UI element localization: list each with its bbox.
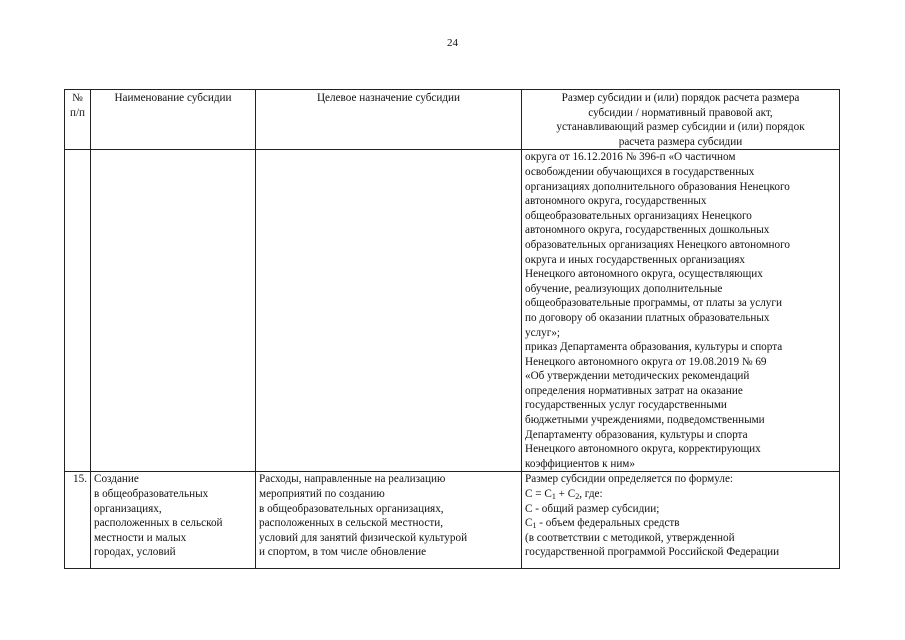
text-line: государственных услуг государственными	[525, 399, 727, 412]
formula-prefix: С = С	[525, 488, 552, 501]
text-line: (в соответствии с методикой, утвержденной	[525, 531, 735, 544]
c1-prefix: С	[525, 517, 533, 530]
text-line: определения нормативных затрат на оказание	[525, 384, 743, 397]
row15-purpose-lines	[259, 472, 518, 568]
text-line: Департаменту образования, культуры и спорта	[525, 428, 748, 441]
text-line: общеобразовательные программы, от платы за услуги	[525, 297, 782, 310]
formula-suffix: , где:	[579, 488, 603, 501]
text-line: Размер субсидии определяется по формуле:	[525, 473, 734, 486]
text-line: коэффициентов к ним»	[525, 457, 635, 470]
text-line: организациях дополнительного образования Ненецкого	[525, 180, 790, 193]
subscript: 2	[575, 492, 580, 502]
text-line: организациях,	[94, 502, 162, 515]
cell-number: 15.	[65, 472, 91, 569]
table-row-continuation	[65, 150, 840, 472]
cell-size	[522, 150, 840, 472]
header-line: Наименование субсидии	[114, 92, 232, 104]
formula-mid: + С	[555, 488, 576, 501]
header-purpose	[256, 90, 522, 150]
header-name	[91, 90, 256, 150]
text-line: Создание	[94, 473, 139, 486]
header-line: Целевое назначение субсидии	[316, 92, 461, 104]
text-line: местности и малых	[94, 531, 187, 544]
header-line: п/п	[69, 106, 86, 119]
table-header-row	[65, 90, 840, 150]
text-line: расположенных в сельской	[94, 517, 223, 530]
text-line: Ненецкого автономного округа от 19.08.2019 № 69	[525, 355, 767, 368]
text-line: условий для занятий физической культурой	[259, 531, 468, 544]
text-line: автономного округа, государственных дошкольных	[525, 224, 770, 237]
table-row-15	[65, 472, 840, 569]
page-number: 24	[447, 37, 458, 49]
header-line: №	[72, 92, 83, 104]
text-line: и спортом, в том числе обновление	[259, 546, 427, 559]
text-line: образовательных организациях Ненецкого автономного	[525, 238, 791, 251]
subscript: 1	[551, 492, 556, 502]
text-line: в общеобразовательных	[94, 488, 209, 501]
header-size	[522, 90, 840, 150]
text-line: по договору об оказании платных образовательных	[525, 311, 770, 324]
header-line: субсидии / нормативный правовой акт,	[588, 106, 773, 119]
header-size-lines	[525, 91, 836, 149]
text-line: услуг»;	[525, 326, 561, 339]
cell-purpose	[256, 150, 522, 472]
text-line: мероприятий по созданию	[259, 488, 385, 501]
text-line: освобождении обучающихся в государственных	[525, 165, 755, 178]
header-number	[65, 90, 91, 150]
header-line: расчета размера субсидии	[618, 135, 743, 148]
text-line: округа от 16.12.2016 № 396-п «О частичном	[525, 151, 736, 164]
text-line: округа и иных государственных организациях	[525, 253, 745, 266]
text-line: Ненецкого автономного округа, осуществляющих	[525, 268, 763, 281]
text-line: приказ Департамента образования, культуры и спорта	[525, 341, 783, 354]
text-line: бюджетными учреждениями, подведомственными	[525, 414, 765, 427]
row15-name-lines	[94, 472, 252, 568]
subsidy-table	[64, 89, 840, 569]
formula-line	[525, 487, 836, 502]
continuation-size-lines	[525, 150, 836, 471]
text-line: С - общий размер субсидии;	[525, 502, 660, 515]
text-line: автономного округа, государственных	[525, 195, 707, 208]
text-line: общеобразовательных организациях Ненецкого	[525, 209, 752, 222]
cell-size	[522, 472, 840, 569]
cell-number	[65, 150, 91, 472]
text-line: Ненецкого автономного округа, корректирующих	[525, 443, 761, 456]
text-line: обучение, реализующих дополнительные	[525, 282, 723, 295]
cell-name	[91, 472, 256, 569]
c1-text: - объем федеральных средств	[536, 517, 680, 530]
text-line: «Об утверждении методических рекомендаций	[525, 370, 750, 383]
text-line: городах, условий	[94, 546, 176, 559]
formula-line	[525, 516, 836, 531]
text-line: Расходы, направленные на реализацию	[259, 473, 446, 486]
text-line: государственной программой Российской Федерации	[525, 546, 780, 559]
row15-size-lines	[525, 472, 836, 568]
header-line: Размер субсидии и (или) порядок расчета размера	[561, 92, 800, 104]
header-line: устанавливающий размер субсидии и (или) порядок	[556, 121, 805, 134]
text-line: в общеобразовательных организациях,	[259, 502, 444, 515]
cell-purpose	[256, 472, 522, 569]
cell-name	[91, 150, 256, 472]
text-line: расположенных в сельской местности,	[259, 517, 444, 530]
header-number-lines	[68, 91, 87, 120]
subscript: 1	[532, 521, 537, 531]
